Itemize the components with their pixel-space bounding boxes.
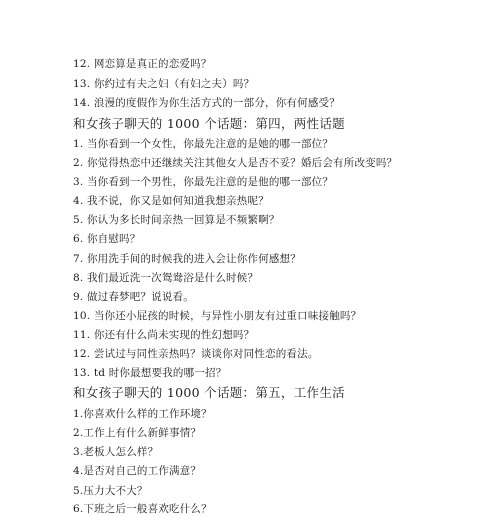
list-item: 13. td 时你最想要我的哪一招？: [73, 367, 227, 379]
list-item: 11. 你还有什么尚未实现的性幻想吗？: [73, 329, 255, 341]
list-item: 9. 做过春梦吧？说说看。: [73, 291, 194, 303]
list-item: 2.工作上有什么新鲜事情？: [73, 427, 202, 439]
section-heading: 和女孩子聊天的 1000 个话题：第四，两性话题: [73, 116, 345, 131]
list-item: 8. 我们最近洗一次鸳鸯浴是什么时候？: [73, 272, 259, 284]
list-item: 3. 当你看到一个男性，你最先注意的是他的哪一部位？: [73, 176, 334, 188]
list-item: 14. 浪漫的度假作为你生活方式的一部分，你有何感受？: [73, 97, 340, 109]
list-item: 6. 你自慰吗？: [73, 233, 141, 245]
list-item: 1. 当你看到一个女性，你最先注意的是她的哪一部位？: [73, 138, 334, 150]
list-item: 4. 我不说，你又是如何知道我想亲热呢？: [73, 195, 269, 207]
list-item: 5. 你认为多长时间亲热一回算是不频繁啊？: [73, 214, 280, 226]
list-item: 12. 尝试过与同性亲热吗？谈谈你对同性恋的看法。: [73, 348, 319, 360]
list-item: 10. 当你还小屁孩的时候，与异性小朋友有过重口味接触吗？: [73, 310, 362, 322]
list-item: 7. 你用洗手间的时候我的进入会让你作何感想？: [73, 253, 301, 265]
list-item: 6.下班之后一般喜欢吃什么？: [73, 503, 212, 515]
list-item: 3.老板人怎么样？: [73, 446, 159, 458]
list-item: 2. 你觉得热恋中还继续关注其他女人是否不妥？婚后会有所改变吗？: [73, 157, 398, 169]
list-item: 5.压力大不大？: [73, 485, 148, 497]
section-heading: 和女孩子聊天的 1000 个话题：第五，工作生活: [73, 385, 345, 400]
list-item: 4.是否对自己的工作满意？: [73, 465, 202, 477]
list-item: 12. 网恋算是真正的恋爱吗？: [73, 58, 212, 70]
list-item: 13. 你约过有夫之妇（有妇之夫）吗？: [73, 78, 255, 90]
list-item: 1.你喜欢什么样的工作环境？: [73, 408, 212, 420]
